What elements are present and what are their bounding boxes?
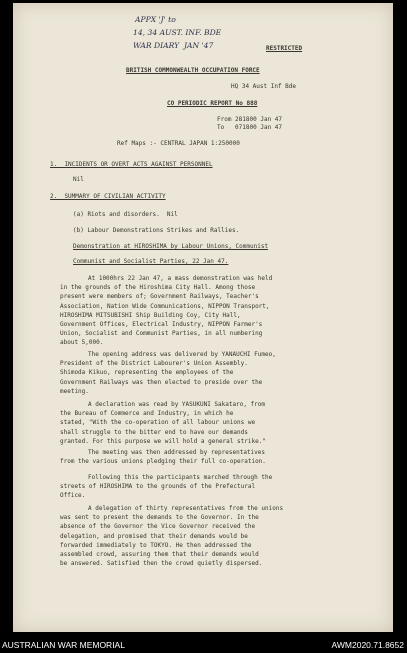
paragraph-1-line: Union, Socialist and Communist Parties, in all numbering xyxy=(60,330,263,338)
paragraph-6-line: be answered. Satisfied then the crowd quietly dispersed. xyxy=(60,560,263,568)
handwritten-appendix-note: APPX 'J' to xyxy=(135,15,176,24)
paragraph-2-line: President of the District Labourer's Union Assembly. xyxy=(60,360,248,368)
unit-line: HQ 34 Aust Inf Bde xyxy=(231,83,297,90)
paragraph-2-line: Government Railways was then elected to preside over the xyxy=(60,378,263,386)
footer-accession-number: AWM2020.71.8652 xyxy=(331,640,404,650)
reference-maps: Ref Maps :- CENTRAL JAPAN 1:250000 xyxy=(117,140,240,147)
demonstration-heading-line-1: Demonstration at HIROSHIMA by Labour Unions, Communist xyxy=(73,243,269,250)
paragraph-5-line: Office. xyxy=(60,492,86,500)
paragraph-2-line: The opening address was delivered by YANAUCHI Fumeo, xyxy=(88,351,276,358)
section-1-heading: 1. INCIDENTS OR OVERT ACTS AGAINST PERSONNEL xyxy=(50,161,213,168)
report-period-to: To 071800 Jan 47 xyxy=(217,124,283,131)
paragraph-1-line: Government Offices, Electrical Industry, NIPPON Farmer's xyxy=(60,321,263,328)
subsection-a: (a) Riots and disorders. Nil xyxy=(73,211,178,218)
force-title: BRITISH COMMONWEALTH OCCUPATION FORCE xyxy=(126,67,260,74)
demonstration-heading-line-2: Communist and Socialist Parties, 22 Jan 47. xyxy=(73,258,229,265)
paragraph-4-line: The meeting was then addressed by representatives xyxy=(88,449,266,456)
paragraph-1-line: in the grounds of the Hiroshima City Hall. Among those xyxy=(60,284,256,292)
paragraph-3-line: A declaration was read by YASUKUNI Sakataro, from xyxy=(88,401,266,408)
handwritten-war-diary-note: WAR DIARY JAN '47 xyxy=(133,41,214,50)
paragraph-2-line: meeting. xyxy=(60,387,89,395)
report-title: CO PERIODIC REPORT No 888 xyxy=(167,100,258,107)
paragraph-3-line: the Bureau of Commerce and Industry, in which he xyxy=(60,410,234,418)
paragraph-1-line: about 5,000. xyxy=(60,339,104,347)
paragraph-6-line: delegation, and promised that their demands would be xyxy=(60,532,248,540)
document-page xyxy=(13,3,393,632)
section-2-heading: 2. SUMMARY OF CIVILIAN ACTIVITY xyxy=(50,193,166,200)
paragraph-3-line: shall struggle to the bitter end to have our demands xyxy=(60,428,248,436)
paragraph-1-line: present were members of; Government Railways, Teacher's xyxy=(60,293,259,301)
subsection-b: (b) Labour Demonstrations Strikes and Rallies. xyxy=(73,227,240,234)
paragraph-6-line: A delegation of thirty representatives from the unions xyxy=(88,505,284,512)
footer-bar xyxy=(0,637,407,653)
paragraph-2-line: Shimoda Kikuo, representing the employees of the xyxy=(60,369,234,377)
paragraph-1-line: Association, Nation Wide Communications, NIPPON Transport, xyxy=(60,302,270,310)
paragraph-3-line: granted. For this purpose we will hold a general strike." xyxy=(60,437,266,445)
footer-institution: AUSTRALIAN WAR MEMORIAL xyxy=(2,640,125,650)
section-1-body: Nil xyxy=(73,176,84,183)
restricted-stamp: RESTRICTED xyxy=(266,45,303,52)
paragraph-6-line: assembled crowd, assuring them that their demands would xyxy=(60,551,259,558)
paragraph-5-line: Following this the participants marched through the xyxy=(88,474,273,481)
paragraph-1-line: HIROSHIMA MITSUBISHI Ship Building Coy, City Hall, xyxy=(60,311,241,319)
paragraph-6-line: forwarded immediately to TOKYO. He then addressed the xyxy=(60,541,252,549)
paragraph-6-line: absence of the Governor the Vice Governor received the xyxy=(60,523,256,531)
paragraph-4-line: from the various unions pledging their full co-operation. xyxy=(60,458,266,466)
paragraph-5-line: streets of HIROSHIMA to the grounds of the Prefectural xyxy=(60,483,256,491)
paragraph-1-line: At 1000hrs 22 Jan 47, a mass demonstration was held xyxy=(88,275,273,282)
report-period-from: From 281800 Jan 47 xyxy=(217,116,283,123)
paragraph-6-line: was sent to present the demands to the Governor. In the xyxy=(60,514,259,522)
handwritten-unit-note: 14, 34 AUST. INF. BDE xyxy=(133,28,222,37)
paragraph-3-line: stated, "With the co-operation of all labour unions we xyxy=(60,419,256,427)
